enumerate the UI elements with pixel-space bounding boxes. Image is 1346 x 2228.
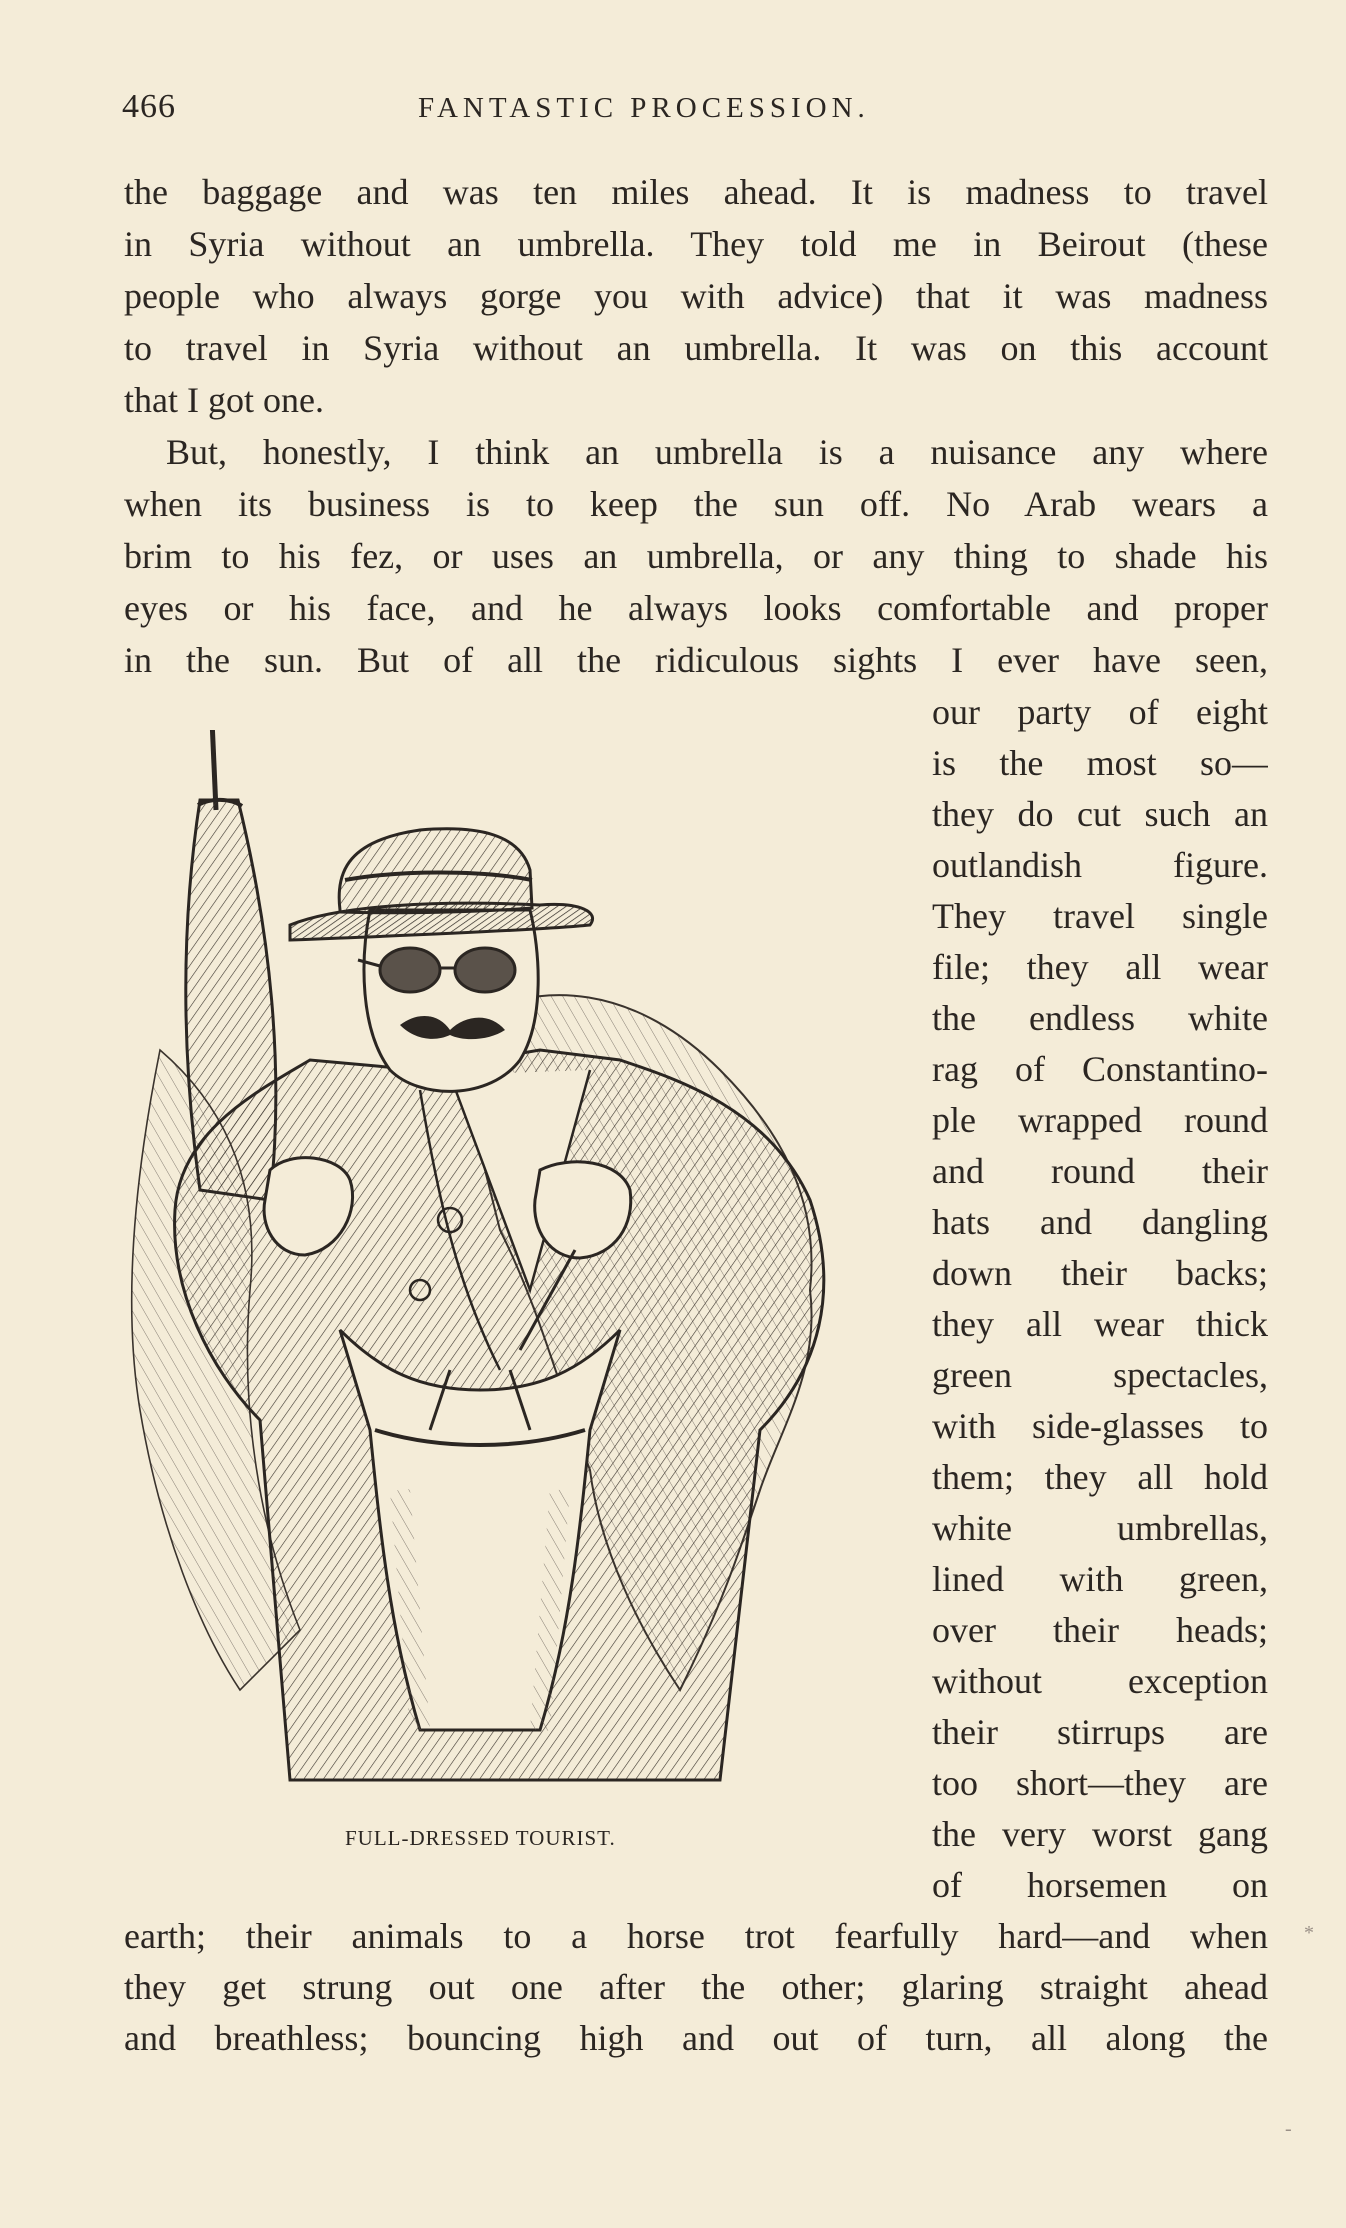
margin-speck: - [1285, 2118, 1292, 2140]
side-text-line: too short—they are [932, 1763, 1268, 1803]
text-line: brim to his fez, or uses an umbrella, or any thing to shade his [124, 536, 1268, 576]
text-line: the baggage and was ten miles ahead. It is madness to travel [124, 172, 1268, 212]
text-line: people who always gorge you with advice) that it was madness [124, 276, 1268, 316]
side-text-line: their stirrups are [932, 1712, 1268, 1752]
side-text-line: the endless white [932, 998, 1268, 1038]
side-text-line: hats and dangling [932, 1202, 1268, 1242]
tourist-illustration [120, 730, 900, 1800]
side-text-line: They travel single [932, 896, 1268, 936]
text-line: when its business is to keep the sun off. No Arab wears a [124, 484, 1268, 524]
side-text-line: and round their [932, 1151, 1268, 1191]
side-text-line: green spectacles, [932, 1355, 1268, 1395]
page-number: 466 [122, 88, 176, 125]
side-text-line: ple wrapped round [932, 1100, 1268, 1140]
running-head: FANTASTIC PROCESSION. [418, 92, 870, 124]
side-text-line: over their heads; [932, 1610, 1268, 1650]
text-line: earth; their animals to a horse trot fearfully hard—and when [124, 1916, 1268, 1956]
side-text-line: they do cut such an [932, 794, 1268, 834]
side-text-line: without exception [932, 1661, 1268, 1701]
side-text-line: the very worst gang [932, 1814, 1268, 1854]
text-line: and breathless; bouncing high and out of turn, all along the [124, 2018, 1268, 2058]
side-text-line: down their backs; [932, 1253, 1268, 1293]
side-text-line: file; they all wear [932, 947, 1268, 987]
side-text-line: with side-glasses to [932, 1406, 1268, 1446]
side-text-line: is the most so— [932, 743, 1268, 783]
text-line: to travel in Syria without an umbrella. It was on this account [124, 328, 1268, 368]
text-line: in Syria without an umbrella. They told me in Beirout (these [124, 224, 1268, 264]
side-text-line: of horsemen on [932, 1865, 1268, 1905]
side-text-line: rag of Constantino- [932, 1049, 1268, 1089]
text-line: that I got one. [124, 380, 324, 420]
side-text-line: white umbrellas, [932, 1508, 1268, 1548]
text-line: in the sun. But of all the ridiculous sights I ever have seen, [124, 640, 1268, 680]
side-text-line: outlandish figure. [932, 845, 1268, 885]
side-text-line: they all wear thick [932, 1304, 1268, 1344]
text-line: eyes or his face, and he always looks comfortable and proper [124, 588, 1268, 628]
side-text-line: our party of eight [932, 692, 1268, 732]
text-line: But, honestly, I think an umbrella is a nuisance any where [166, 432, 1268, 472]
illustration-caption: FULL-DRESSED TOURIST. [345, 1826, 616, 1850]
side-text-line: them; they all hold [932, 1457, 1268, 1497]
side-text-line: lined with green, [932, 1559, 1268, 1599]
margin-speck: * [1304, 1922, 1314, 1944]
text-line: they get strung out one after the other; glaring straight ahead [124, 1967, 1268, 2007]
